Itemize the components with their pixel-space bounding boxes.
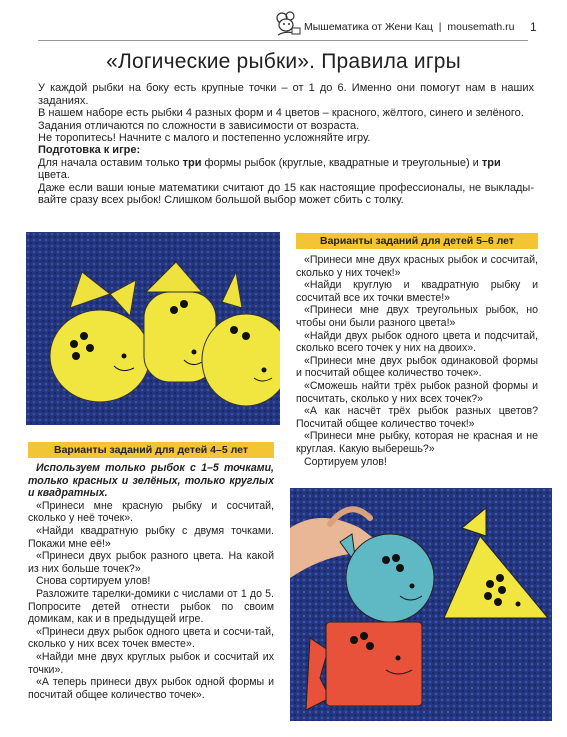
list-item: «Найди квадратную рыбку с двумя точками. Покажи мне её!»	[28, 524, 274, 550]
section-5-6-heading: Варианты заданий для детей 5–6 лет	[296, 233, 538, 249]
site-link[interactable]: mousemath.ru	[447, 21, 515, 33]
intro-line: В нашем наборе есть рыбки 4 разных форм и 4 цветов – красного, жёлтого, синего и зелёного.	[38, 107, 524, 120]
list-item: «А теперь принеси двух рыбок одной формы и посчитай общее количество точек».	[28, 676, 274, 701]
photo-hand-fish	[290, 488, 552, 721]
section-4-5-list	[28, 462, 274, 701]
list-item: Разложите тарелки-домики с числами от 1 до 5. Попросите детей отнести рыбок по своим домикам, как и в предыдущей игре.	[28, 587, 274, 626]
header-rule	[38, 40, 528, 41]
list-item: «Найди мне двух круглых рыбок и сосчитай их точки».	[28, 650, 274, 676]
page-header	[0, 0, 567, 44]
list-item: «Найди двух рыбок одного цвета и подсчитай, сколько всего точек у них на двоих».	[296, 329, 538, 355]
list-item: «Принеси мне двух красных рыбок и сосчитай, сколько у них точек!»	[296, 254, 538, 279]
prep-heading: Подготовка к игре:	[38, 144, 141, 156]
header-brand: Мышематика от Жени Кац | mousemath.ru	[304, 21, 515, 33]
list-item: «Принеси мне красную рыбку и сосчитай, сколько у неё точек».	[28, 499, 274, 525]
list-item: «Принеси мне рыбку, которая не красная и не круглая. Какую выберешь?»	[296, 430, 538, 455]
list-item: «Принеси двух рыбок одного цвета и сосчи-тай, сколько у них всех точек вместе».	[28, 625, 274, 651]
list-item: «Принеси двух рыбок разного цвета. На какой из них больше точек?»	[28, 550, 274, 575]
photo-yellow-fish	[26, 232, 280, 425]
intro-line: Не торопитесь! Начните с малого и постепенно усложняйте игру.	[38, 132, 371, 145]
intro-line: Задания отличаются по сложности в зависимости от возраста.	[38, 119, 360, 132]
section-4-5-lead: Используем только рыбок с 1–5 точками, только красных и зелёных, только круглых и квадратных.	[28, 462, 274, 500]
section-4-5-heading: Варианты заданий для детей 4–5 лет	[28, 442, 274, 458]
list-item: «А как насчёт трёх рыбок разных цветов? Посчитай общее количество точек!»	[296, 405, 538, 430]
prep-paragraph-1: Для начала оставим только три формы рыбок (круглые, квадратные и треугольные) и три цвета.	[38, 156, 501, 182]
list-item: «Принеси мне двух рыбок одинаковой формы и посчитай общее количество точек».	[296, 354, 538, 380]
list-item: Снова сортируем улов!	[36, 575, 151, 588]
list-item: «Принеси мне двух треугольных рыбок, но чтобы они были разного цвета!»	[296, 304, 538, 329]
prep-paragraph-2: Даже если ваши юные математики считают до 15 как настоящие профессионалы, не выклады-вайте сразу всех рыбок! Слишком большой выбор может сбить с толку.	[38, 181, 534, 207]
page-number: 1	[530, 20, 537, 34]
list-item: «Сможешь найти трёх рыбок разной формы и посчитать, сколько у них всех точек?»	[296, 379, 538, 405]
section-5-6-list	[296, 254, 538, 468]
list-item: «Найди круглую и квадратную рыбку и сосчитай все их точки вместе!»	[296, 279, 538, 304]
intro-line: У каждой рыбки на боку есть крупные точки – от 1 до 6. Именно они помогут нам в наших заданиях.	[38, 82, 534, 107]
mouse-logo-icon	[268, 8, 304, 38]
prep-section	[38, 144, 534, 207]
list-item: Сортируем улов!	[304, 455, 387, 468]
intro-text	[38, 82, 534, 145]
page-title: «Логические рыбки». Правила игры	[106, 50, 461, 73]
